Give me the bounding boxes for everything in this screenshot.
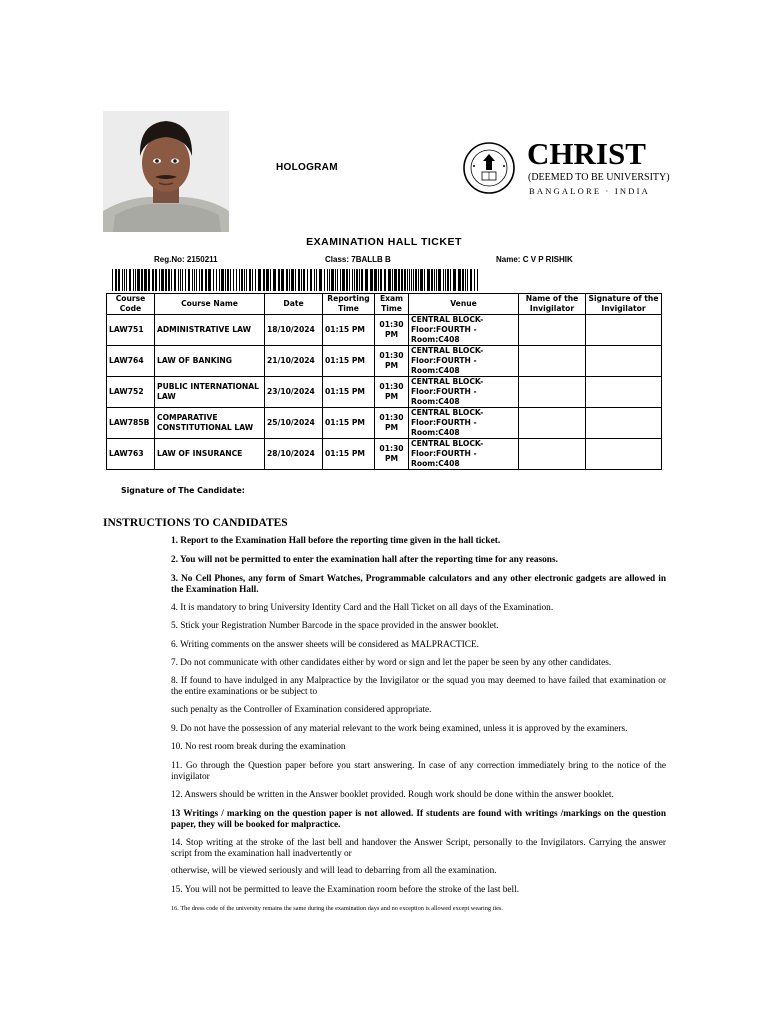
header-course-name: Course Name <box>155 294 265 315</box>
class-label: Class: <box>325 255 350 264</box>
course-name: COMPARATIVE CONSTITUTIONAL LAW <box>155 408 265 439</box>
invigilator-name-cell <box>519 315 586 346</box>
university-logo <box>462 128 670 208</box>
header-reporting-time: Reporting Time <box>323 294 375 315</box>
course-name: LAW OF BANKING <box>155 346 265 377</box>
name-label: Name: <box>496 255 521 264</box>
class-value: 7BALLB B <box>351 255 391 264</box>
invigilator-signature-cell <box>586 408 662 439</box>
reg-no <box>154 255 218 264</box>
venue: CENTRAL BLOCK-Floor:FOURTH -Room:C408 <box>409 439 519 470</box>
instruction-item: 12. Answers should be written in the Answer booklet provided. Rough work should be done within the answer booklet. <box>171 790 614 800</box>
exam-time: 01:30 PM <box>375 439 409 470</box>
invigilator-signature-cell <box>586 346 662 377</box>
invigilator-name-cell <box>519 439 586 470</box>
exam-time: 01:30 PM <box>375 346 409 377</box>
instruction-item: 5. Stick your Registration Number Barcode in the space provided in the answer booklet. <box>171 621 499 631</box>
invigilator-signature-cell <box>586 439 662 470</box>
venue: CENTRAL BLOCK-Floor:FOURTH -Room:C408 <box>409 315 519 346</box>
course-name: LAW OF INSURANCE <box>155 439 265 470</box>
venue: CENTRAL BLOCK-Floor:FOURTH -Room:C408 <box>409 346 519 377</box>
instruction-item: 6. Writing comments on the answer sheets will be considered as MALPRACTICE. <box>171 640 480 650</box>
exam-time: 01:30 PM <box>375 377 409 408</box>
invigilator-name-cell <box>519 408 586 439</box>
reporting-time: 01:15 PM <box>323 439 375 470</box>
logo-subtitle: (DEEMED TO BE UNIVERSITY) <box>528 172 670 183</box>
document-title <box>0 236 768 248</box>
instruction-item: 13 Writings / marking on the question paper is not allowed. If students are found with writings /markings on the question paper, they will be booked for malpractice. <box>171 809 666 830</box>
instruction-item: 7. Do not communicate with other candidates either by word or sign and let the paper be seen by any other candidates. <box>171 658 612 668</box>
venue: CENTRAL BLOCK-Floor:FOURTH -Room:C408 <box>409 377 519 408</box>
exam-time: 01:30 PM <box>375 408 409 439</box>
reporting-time: 01:15 PM <box>323 377 375 408</box>
instruction-item: 3. No Cell Phones, any form of Smart Watches, Programmable calculators and any other electronic gadgets are allowed in the Examination Hall. <box>171 574 666 595</box>
candidate-signature-label: Signature of The Candidate: <box>121 486 245 495</box>
instruction-item: 8. If found to have indulged in any Malpractice by the Invigilator or the squad you may deemed to have failed that examination or the entire examinations or be subject to <box>171 676 666 697</box>
header-course-code: Course Code <box>107 294 155 315</box>
reg-no-label: Reg.No: <box>154 255 185 264</box>
table-row <box>107 377 662 408</box>
invigilator-name-cell <box>519 377 586 408</box>
course-name: PUBLIC INTERNATIONAL LAW <box>155 377 265 408</box>
instruction-item: 4. It is mandatory to bring University Identity Card and the Hall Ticket on all days of the Examination. <box>171 603 554 613</box>
logo-place: BANGALORE · INDIA <box>529 186 650 196</box>
instruction-item: otherwise, will be viewed seriously and will lead to debarring from all the examination. <box>171 866 497 876</box>
instruction-item: 9. Do not have the possession of any material relevant to the work being examined, unless it is approved by the examiners. <box>171 724 628 734</box>
name-value: C V P RISHIK <box>522 255 573 264</box>
exam-time: 01:30 PM <box>375 315 409 346</box>
exam-date: 18/10/2024 <box>265 315 323 346</box>
student-name <box>496 255 573 264</box>
venue: CENTRAL BLOCK-Floor:FOURTH -Room:C408 <box>409 408 519 439</box>
hologram-label: HOLOGRAM <box>276 162 338 173</box>
table-row <box>107 315 662 346</box>
instruction-item: 14. Stop writing at the stroke of the last bell and handover the Answer Script, personally to the Invigilators. Carrying the answer script from the examination hall inadvertently or <box>171 838 666 859</box>
exam-date: 25/10/2024 <box>265 408 323 439</box>
table-row <box>107 346 662 377</box>
header-venue: Venue <box>409 294 519 315</box>
exam-date: 28/10/2024 <box>265 439 323 470</box>
course-code: LAW752 <box>107 377 155 408</box>
reporting-time: 01:15 PM <box>323 408 375 439</box>
exam-schedule-table <box>106 293 662 470</box>
instruction-item: such penalty as the Controller of Examination considered appropriate. <box>171 705 432 715</box>
course-code: LAW764 <box>107 346 155 377</box>
instructions-heading: INSTRUCTIONS TO CANDIDATES <box>103 517 288 529</box>
header-invigilator-signature: Signature of the Invigilator <box>586 294 662 315</box>
table-row <box>107 439 662 470</box>
header-date: Date <box>265 294 323 315</box>
invigilator-signature-cell <box>586 377 662 408</box>
course-code: LAW763 <box>107 439 155 470</box>
instruction-item: 15. You will not be permitted to leave the Examination room before the stroke of the last bell. <box>171 885 520 895</box>
course-name: ADMINISTRATIVE LAW <box>155 315 265 346</box>
exam-date: 21/10/2024 <box>265 346 323 377</box>
invigilator-name-cell <box>519 346 586 377</box>
class-info <box>325 255 391 264</box>
course-code: LAW785B <box>107 408 155 439</box>
candidate-photo <box>103 111 229 232</box>
instruction-item: 16. The dress code of the university remains the same during the examination days and no exception is allowed except wearing ties. <box>171 905 503 912</box>
table-row <box>107 408 662 439</box>
logo-name: CHRIST <box>527 136 646 171</box>
instruction-item: 10. No rest room break during the examination <box>171 742 346 752</box>
reporting-time: 01:15 PM <box>323 315 375 346</box>
title-text: EXAMINATION HALL TICKET <box>306 236 462 248</box>
invigilator-signature-cell <box>586 315 662 346</box>
header-exam-time: Exam Time <box>375 294 409 315</box>
reporting-time: 01:15 PM <box>323 346 375 377</box>
reg-no-value: 2150211 <box>186 255 218 264</box>
course-code: LAW751 <box>107 315 155 346</box>
instruction-item: 1. Report to the Examination Hall before the reporting time given in the hall ticket. <box>171 536 501 546</box>
table-header-row <box>107 294 662 315</box>
registration-barcode <box>112 269 478 291</box>
instruction-item: 2. You will not be permitted to enter the examination hall after the reporting time for any reasons. <box>171 555 558 565</box>
header-invigilator-name: Name of the Invigilator <box>519 294 586 315</box>
exam-date: 23/10/2024 <box>265 377 323 408</box>
instruction-item: 11. Go through the Question paper before you start answering. In case of any correction immediately bring to the notice of the invigilator <box>171 761 666 782</box>
